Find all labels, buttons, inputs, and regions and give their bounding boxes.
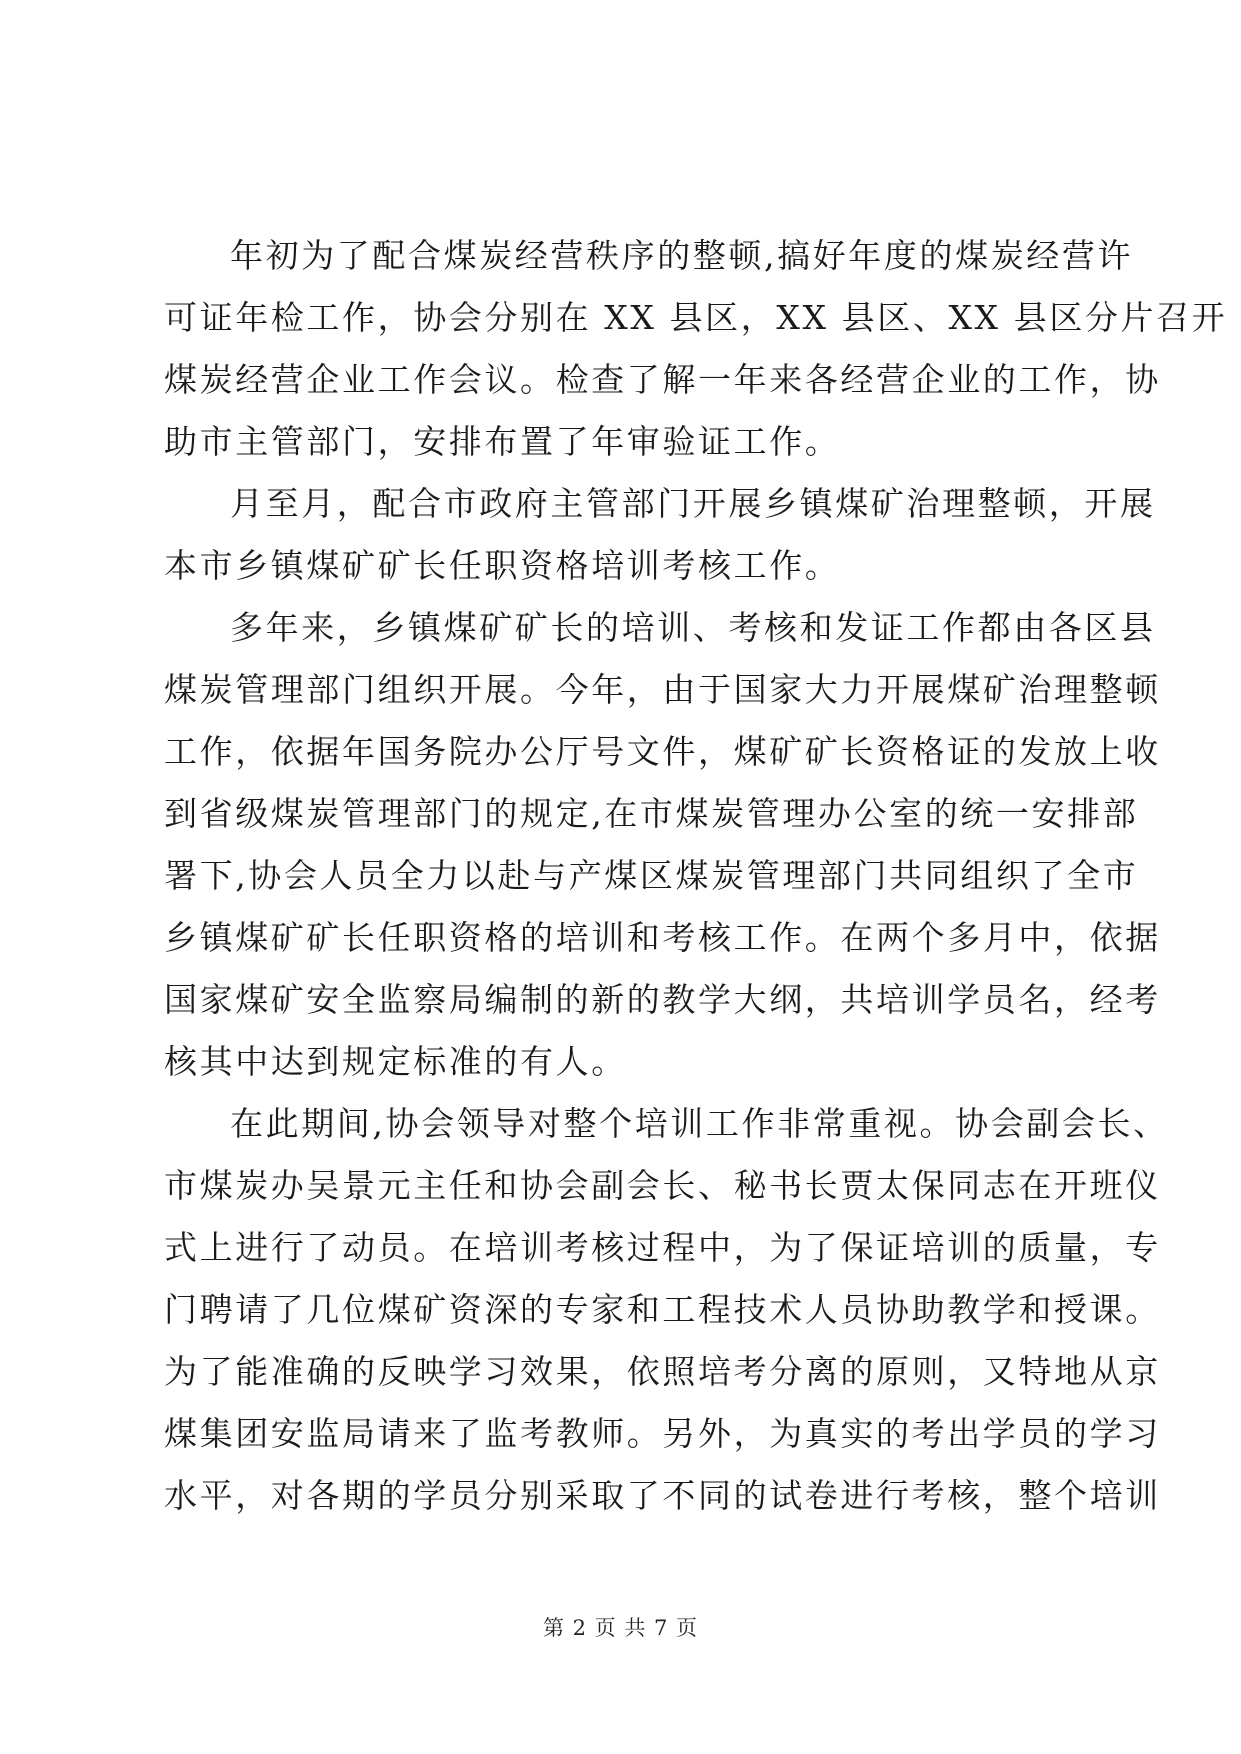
paragraph-line: 月至月，配合市政府主管部门开展乡镇煤矿治理整顿，开展 xyxy=(230,484,1156,523)
paragraph-line: 门聘请了几位煤矿资深的专家和工程技术人员协助教学和授课。 xyxy=(164,1290,1161,1329)
paragraph-line: 国家煤矿安全监察局编制的新的教学大纲，共培训学员名，经考 xyxy=(164,980,1161,1019)
page-number-footer: 第 2 页 共 7 页 xyxy=(542,1616,699,1640)
paragraph-line: 为了能准确的反映学习效果，依照培考分离的原则，又特地从京 xyxy=(164,1352,1161,1391)
paragraph-line: 核其中达到规定标准的有人。 xyxy=(164,1042,627,1081)
paragraph-line: 助市主管部门，安排布置了年审验证工作。 xyxy=(164,422,841,461)
body-text xyxy=(164,225,1228,1527)
paragraph-line: 煤炭经营企业工作会议。检查了解一年来各经营企业的工作，协 xyxy=(164,360,1161,399)
paragraph-line: 式上进行了动员。在培训考核过程中，为了保证培训的质量，专 xyxy=(164,1228,1161,1267)
paragraph-line: 可证年检工作，协会分别在 XX 县区，XX 县区、XX 县区分片召开 xyxy=(164,298,1228,337)
paragraph-line: 市煤炭办吴景元主任和协会副会长、秘书长贾太保同志在开班仪 xyxy=(164,1166,1161,1205)
paragraph-line: 在此期间,协会领导对整个培训工作非常重视。协会副会长、 xyxy=(230,1104,1169,1143)
paragraph-line: 多年来，乡镇煤矿矿长的培训、考核和发证工作都由各区县 xyxy=(230,608,1156,647)
paragraph-line: 煤炭管理部门组织开展。今年，由于国家大力开展煤矿治理整顿 xyxy=(164,670,1161,709)
paragraph-line: 本市乡镇煤矿矿长任职资格培训考核工作。 xyxy=(164,546,841,585)
paragraph-line: 水平，对各期的学员分别采取了不同的试卷进行考核，整个培训 xyxy=(164,1476,1161,1515)
paragraph-line: 到省级煤炭管理部门的规定,在市煤炭管理办公室的统一安排部 xyxy=(164,794,1139,833)
paragraph-line: 年初为了配合煤炭经营秩序的整顿,搞好年度的煤炭经营许 xyxy=(230,236,1134,275)
paragraph-line: 工作，依据年国务院办公厅号文件，煤矿矿长资格证的发放上收 xyxy=(164,732,1161,771)
paragraph-line: 乡镇煤矿矿长任职资格的培训和考核工作。在两个多月中，依据 xyxy=(164,918,1161,957)
paragraph-line: 煤集团安监局请来了监考教师。另外，为真实的考出学员的学习 xyxy=(164,1414,1161,1453)
paragraph-line: 署下,协会人员全力以赴与产煤区煤炭管理部门共同组织了全市 xyxy=(164,856,1139,895)
